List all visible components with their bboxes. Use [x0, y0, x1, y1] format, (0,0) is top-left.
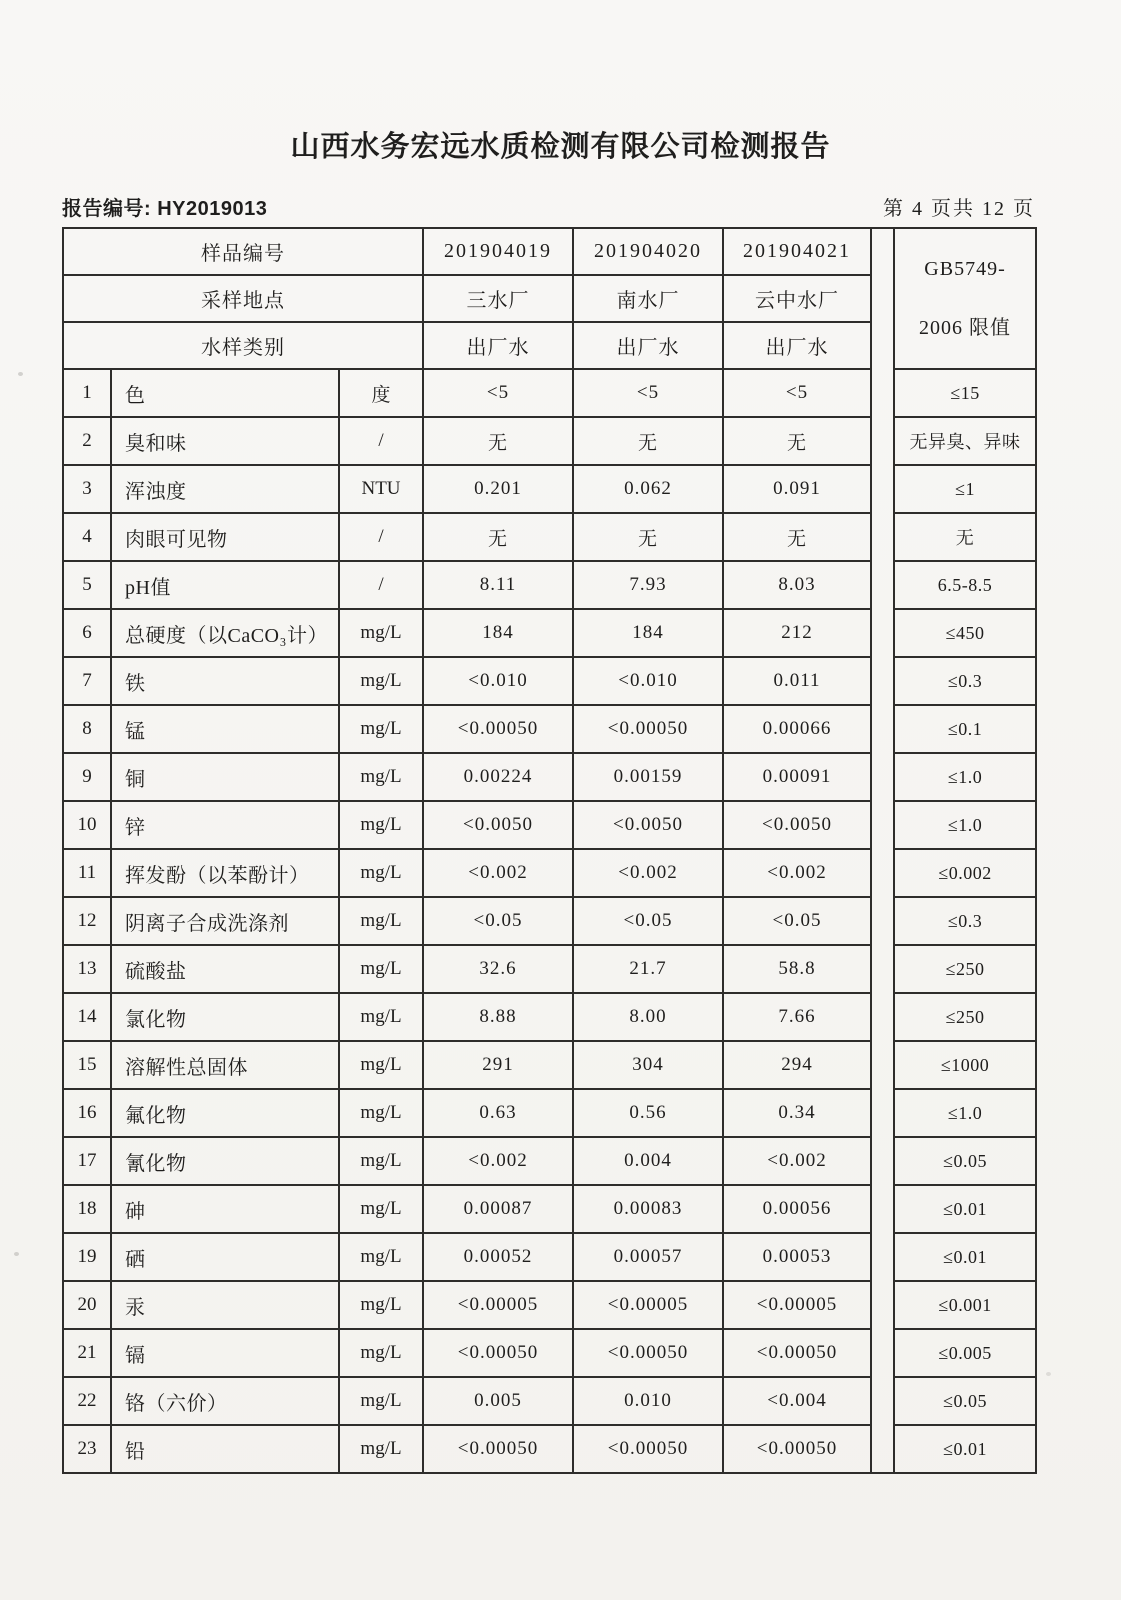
value-sample-3: <0.002: [723, 849, 871, 897]
parameter-name: 肉眼可见物: [111, 513, 339, 561]
unit: mg/L: [339, 1425, 423, 1473]
row-number: 18: [63, 1185, 111, 1233]
table-row: [63, 801, 1036, 849]
limit-value: ≤0.005: [894, 1329, 1036, 1377]
row-number: 19: [63, 1233, 111, 1281]
value-sample-2: 304: [573, 1041, 723, 1089]
row-number: 5: [63, 561, 111, 609]
limit-value: ≤0.3: [894, 897, 1036, 945]
table-row: [63, 753, 1036, 801]
value-sample-1: 无: [423, 417, 573, 465]
parameter-name: 总硬度（以CaCO₃计）: [111, 609, 339, 657]
unit: NTU: [339, 465, 423, 513]
value-sample-1: <5: [423, 369, 573, 417]
unit: mg/L: [339, 945, 423, 993]
sample-no-label: 样品编号: [63, 228, 423, 275]
unit: mg/L: [339, 1233, 423, 1281]
column-gap: [871, 369, 894, 417]
value-sample-2: 0.56: [573, 1089, 723, 1137]
category-2: 出厂水: [573, 322, 723, 369]
value-sample-3: <0.05: [723, 897, 871, 945]
value-sample-2: <0.00005: [573, 1281, 723, 1329]
row-number: 9: [63, 753, 111, 801]
sample-id-2: 201904020: [573, 228, 723, 275]
unit: mg/L: [339, 1185, 423, 1233]
parameter-name: 汞: [111, 1281, 339, 1329]
sample-id-1: 201904019: [423, 228, 573, 275]
value-sample-1: 184: [423, 609, 573, 657]
parameter-name: 挥发酚（以苯酚计）: [111, 849, 339, 897]
row-number: 6: [63, 609, 111, 657]
table-row: [63, 417, 1036, 465]
parameter-name: 硫酸盐: [111, 945, 339, 993]
unit: 度: [339, 369, 423, 417]
value-sample-1: <0.00050: [423, 705, 573, 753]
scan-speck: [14, 1252, 19, 1256]
value-sample-3: 0.00056: [723, 1185, 871, 1233]
limit-value: ≤1: [894, 465, 1036, 513]
row-number: 8: [63, 705, 111, 753]
value-sample-1: <0.002: [423, 1137, 573, 1185]
value-sample-3: 294: [723, 1041, 871, 1089]
row-number: 3: [63, 465, 111, 513]
value-sample-2: 0.00057: [573, 1233, 723, 1281]
column-gap: [871, 513, 894, 561]
row-number: 22: [63, 1377, 111, 1425]
column-gap: [871, 1233, 894, 1281]
parameter-name: 氟化物: [111, 1089, 339, 1137]
value-sample-3: 7.66: [723, 993, 871, 1041]
table-row: [63, 1281, 1036, 1329]
value-sample-3: <0.00050: [723, 1329, 871, 1377]
limit-value: ≤250: [894, 945, 1036, 993]
table-row: [63, 609, 1036, 657]
value-sample-3: 0.091: [723, 465, 871, 513]
column-gap: [871, 849, 894, 897]
value-sample-3: 0.00066: [723, 705, 871, 753]
unit: mg/L: [339, 801, 423, 849]
value-sample-1: 291: [423, 1041, 573, 1089]
value-sample-2: <0.002: [573, 849, 723, 897]
row-number: 10: [63, 801, 111, 849]
row-number: 21: [63, 1329, 111, 1377]
limit-header-line2: 2006 限值: [919, 316, 1012, 339]
value-sample-3: 无: [723, 513, 871, 561]
value-sample-2: 8.00: [573, 993, 723, 1041]
parameter-name: 浑浊度: [111, 465, 339, 513]
sample-id-3: 201904021: [723, 228, 871, 275]
value-sample-2: 0.00083: [573, 1185, 723, 1233]
parameter-name: 锌: [111, 801, 339, 849]
value-sample-1: <0.010: [423, 657, 573, 705]
unit: mg/L: [339, 609, 423, 657]
value-sample-3: 0.34: [723, 1089, 871, 1137]
limit-header-line1: GB5749-: [924, 257, 1006, 280]
table-row: [63, 1377, 1036, 1425]
table-row: [63, 657, 1036, 705]
parameter-name: 氰化物: [111, 1137, 339, 1185]
parameter-name: 溶解性总固体: [111, 1041, 339, 1089]
table-row: [63, 513, 1036, 561]
parameter-name: 铬（六价）: [111, 1377, 339, 1425]
row-number: 7: [63, 657, 111, 705]
unit: mg/L: [339, 993, 423, 1041]
column-gap: [871, 1041, 894, 1089]
limit-value: ≤1000: [894, 1041, 1036, 1089]
row-number: 14: [63, 993, 111, 1041]
table-row: [63, 465, 1036, 513]
table-row: [63, 993, 1036, 1041]
parameter-name: 铅: [111, 1425, 339, 1473]
row-number: 17: [63, 1137, 111, 1185]
table-row: [63, 369, 1036, 417]
row-number: 4: [63, 513, 111, 561]
column-gap: [871, 657, 894, 705]
parameter-name: 硒: [111, 1233, 339, 1281]
row-number: 20: [63, 1281, 111, 1329]
table-row: [63, 1089, 1036, 1137]
parameter-name: 阴离子合成洗涤剂: [111, 897, 339, 945]
parameter-name: 砷: [111, 1185, 339, 1233]
column-gap: [871, 945, 894, 993]
value-sample-1: <0.05: [423, 897, 573, 945]
unit: mg/L: [339, 1137, 423, 1185]
table-row: [63, 1137, 1036, 1185]
column-gap: [871, 228, 894, 275]
report-title: 山西水务宏远水质检测有限公司检测报告: [290, 131, 831, 163]
value-sample-2: 21.7: [573, 945, 723, 993]
parameter-name: 锰: [111, 705, 339, 753]
unit: mg/L: [339, 897, 423, 945]
table-row: [63, 1041, 1036, 1089]
table-row: [63, 1185, 1036, 1233]
value-sample-1: 0.00052: [423, 1233, 573, 1281]
column-gap: [871, 705, 894, 753]
value-sample-1: <0.0050: [423, 801, 573, 849]
value-sample-1: 0.00087: [423, 1185, 573, 1233]
column-gap: [871, 753, 894, 801]
unit: mg/L: [339, 1377, 423, 1425]
row-number: 23: [63, 1425, 111, 1473]
scan-speck: [18, 372, 23, 376]
limit-value: ≤1.0: [894, 1089, 1036, 1137]
row-number: 16: [63, 1089, 111, 1137]
row-number: 15: [63, 1041, 111, 1089]
column-gap: [871, 561, 894, 609]
limit-value: 无异臭、异味: [894, 417, 1036, 465]
table-row: [63, 897, 1036, 945]
value-sample-2: 0.062: [573, 465, 723, 513]
value-sample-3: 无: [723, 417, 871, 465]
limit-value: ≤0.05: [894, 1137, 1036, 1185]
row-number: 11: [63, 849, 111, 897]
limit-value: ≤0.05: [894, 1377, 1036, 1425]
unit: mg/L: [339, 849, 423, 897]
column-gap: [871, 1281, 894, 1329]
category-label: 水样类别: [63, 322, 423, 369]
value-sample-1: 8.88: [423, 993, 573, 1041]
limit-value: 无: [894, 513, 1036, 561]
row-number: 12: [63, 897, 111, 945]
table-row: [63, 1233, 1036, 1281]
row-number: 13: [63, 945, 111, 993]
column-gap: [871, 1377, 894, 1425]
value-sample-3: <0.002: [723, 1137, 871, 1185]
unit: /: [339, 417, 423, 465]
value-sample-2: <0.00050: [573, 1329, 723, 1377]
location-2: 南水厂: [573, 275, 723, 322]
location-3: 云中水厂: [723, 275, 871, 322]
unit: mg/L: [339, 1041, 423, 1089]
table-row: [63, 705, 1036, 753]
value-sample-1: <0.002: [423, 849, 573, 897]
unit: mg/L: [339, 1089, 423, 1137]
page-indicator: 第 4 页共 12 页: [883, 198, 1035, 220]
column-gap: [871, 1425, 894, 1473]
column-gap: [871, 609, 894, 657]
unit: mg/L: [339, 753, 423, 801]
column-gap: [871, 1137, 894, 1185]
unit: mg/L: [339, 657, 423, 705]
limit-value: ≤0.002: [894, 849, 1036, 897]
header-row-category: [63, 322, 1036, 369]
value-sample-1: 0.201: [423, 465, 573, 513]
value-sample-3: 58.8: [723, 945, 871, 993]
value-sample-2: <0.05: [573, 897, 723, 945]
value-sample-2: 184: [573, 609, 723, 657]
value-sample-3: 0.00053: [723, 1233, 871, 1281]
limit-value: ≤0.001: [894, 1281, 1036, 1329]
results-tbody: [63, 369, 1036, 1473]
unit: /: [339, 513, 423, 561]
value-sample-2: 0.010: [573, 1377, 723, 1425]
results-table: [62, 227, 1037, 1474]
limit-value: ≤450: [894, 609, 1036, 657]
value-sample-3: <0.00050: [723, 1425, 871, 1473]
parameter-name: 臭和味: [111, 417, 339, 465]
limit-value: ≤1.0: [894, 753, 1036, 801]
value-sample-1: <0.00005: [423, 1281, 573, 1329]
unit: mg/L: [339, 705, 423, 753]
value-sample-1: <0.00050: [423, 1425, 573, 1473]
header-row-sample-no: [63, 228, 1036, 275]
limit-value: ≤0.3: [894, 657, 1036, 705]
value-sample-2: <0.0050: [573, 801, 723, 849]
value-sample-2: <0.010: [573, 657, 723, 705]
column-gap: [871, 275, 894, 322]
value-sample-2: <5: [573, 369, 723, 417]
column-gap: [871, 801, 894, 849]
unit: mg/L: [339, 1329, 423, 1377]
value-sample-2: <0.00050: [573, 705, 723, 753]
scan-speck: [1046, 1372, 1051, 1376]
parameter-name: 铜: [111, 753, 339, 801]
parameter-name: 色: [111, 369, 339, 417]
value-sample-3: <0.004: [723, 1377, 871, 1425]
column-gap: [871, 897, 894, 945]
table-row: [63, 1425, 1036, 1473]
header-row-location: [63, 275, 1036, 322]
column-gap: [871, 1185, 894, 1233]
row-number: 1: [63, 369, 111, 417]
value-sample-1: 0.63: [423, 1089, 573, 1137]
value-sample-2: 无: [573, 417, 723, 465]
unit: mg/L: [339, 1281, 423, 1329]
limit-value: ≤0.01: [894, 1185, 1036, 1233]
table-row: [63, 1329, 1036, 1377]
report-number: 报告编号: HY2019013: [62, 198, 268, 220]
value-sample-2: 无: [573, 513, 723, 561]
value-sample-2: 0.00159: [573, 753, 723, 801]
value-sample-1: <0.00050: [423, 1329, 573, 1377]
value-sample-3: <0.0050: [723, 801, 871, 849]
limit-value: ≤0.01: [894, 1425, 1036, 1473]
parameter-name: 镉: [111, 1329, 339, 1377]
unit: /: [339, 561, 423, 609]
value-sample-1: 8.11: [423, 561, 573, 609]
row-number: 2: [63, 417, 111, 465]
limit-value: ≤15: [894, 369, 1036, 417]
value-sample-3: <0.00005: [723, 1281, 871, 1329]
limit-value: ≤0.1: [894, 705, 1036, 753]
report-info-row: [62, 192, 1035, 221]
parameter-name: pH值: [111, 561, 339, 609]
value-sample-1: 无: [423, 513, 573, 561]
value-sample-1: 0.005: [423, 1377, 573, 1425]
limit-value: 6.5-8.5: [894, 561, 1036, 609]
table-row: [63, 945, 1036, 993]
value-sample-3: <5: [723, 369, 871, 417]
value-sample-3: 0.011: [723, 657, 871, 705]
value-sample-2: 0.004: [573, 1137, 723, 1185]
value-sample-3: 212: [723, 609, 871, 657]
column-gap: [871, 1329, 894, 1377]
value-sample-3: 0.00091: [723, 753, 871, 801]
category-1: 出厂水: [423, 322, 573, 369]
value-sample-1: 32.6: [423, 945, 573, 993]
table-row: [63, 561, 1036, 609]
value-sample-2: 7.93: [573, 561, 723, 609]
value-sample-2: <0.00050: [573, 1425, 723, 1473]
value-sample-1: 0.00224: [423, 753, 573, 801]
column-gap: [871, 1089, 894, 1137]
limit-value: ≤250: [894, 993, 1036, 1041]
limit-value: ≤0.01: [894, 1233, 1036, 1281]
column-gap: [871, 993, 894, 1041]
limit-column-header: [894, 228, 1036, 369]
column-gap: [871, 465, 894, 513]
location-label: 采样地点: [63, 275, 423, 322]
value-sample-3: 8.03: [723, 561, 871, 609]
category-3: 出厂水: [723, 322, 871, 369]
table-row: [63, 849, 1036, 897]
parameter-name: 铁: [111, 657, 339, 705]
limit-value: ≤1.0: [894, 801, 1036, 849]
column-gap: [871, 322, 894, 369]
column-gap: [871, 417, 894, 465]
parameter-name: 氯化物: [111, 993, 339, 1041]
location-1: 三水厂: [423, 275, 573, 322]
